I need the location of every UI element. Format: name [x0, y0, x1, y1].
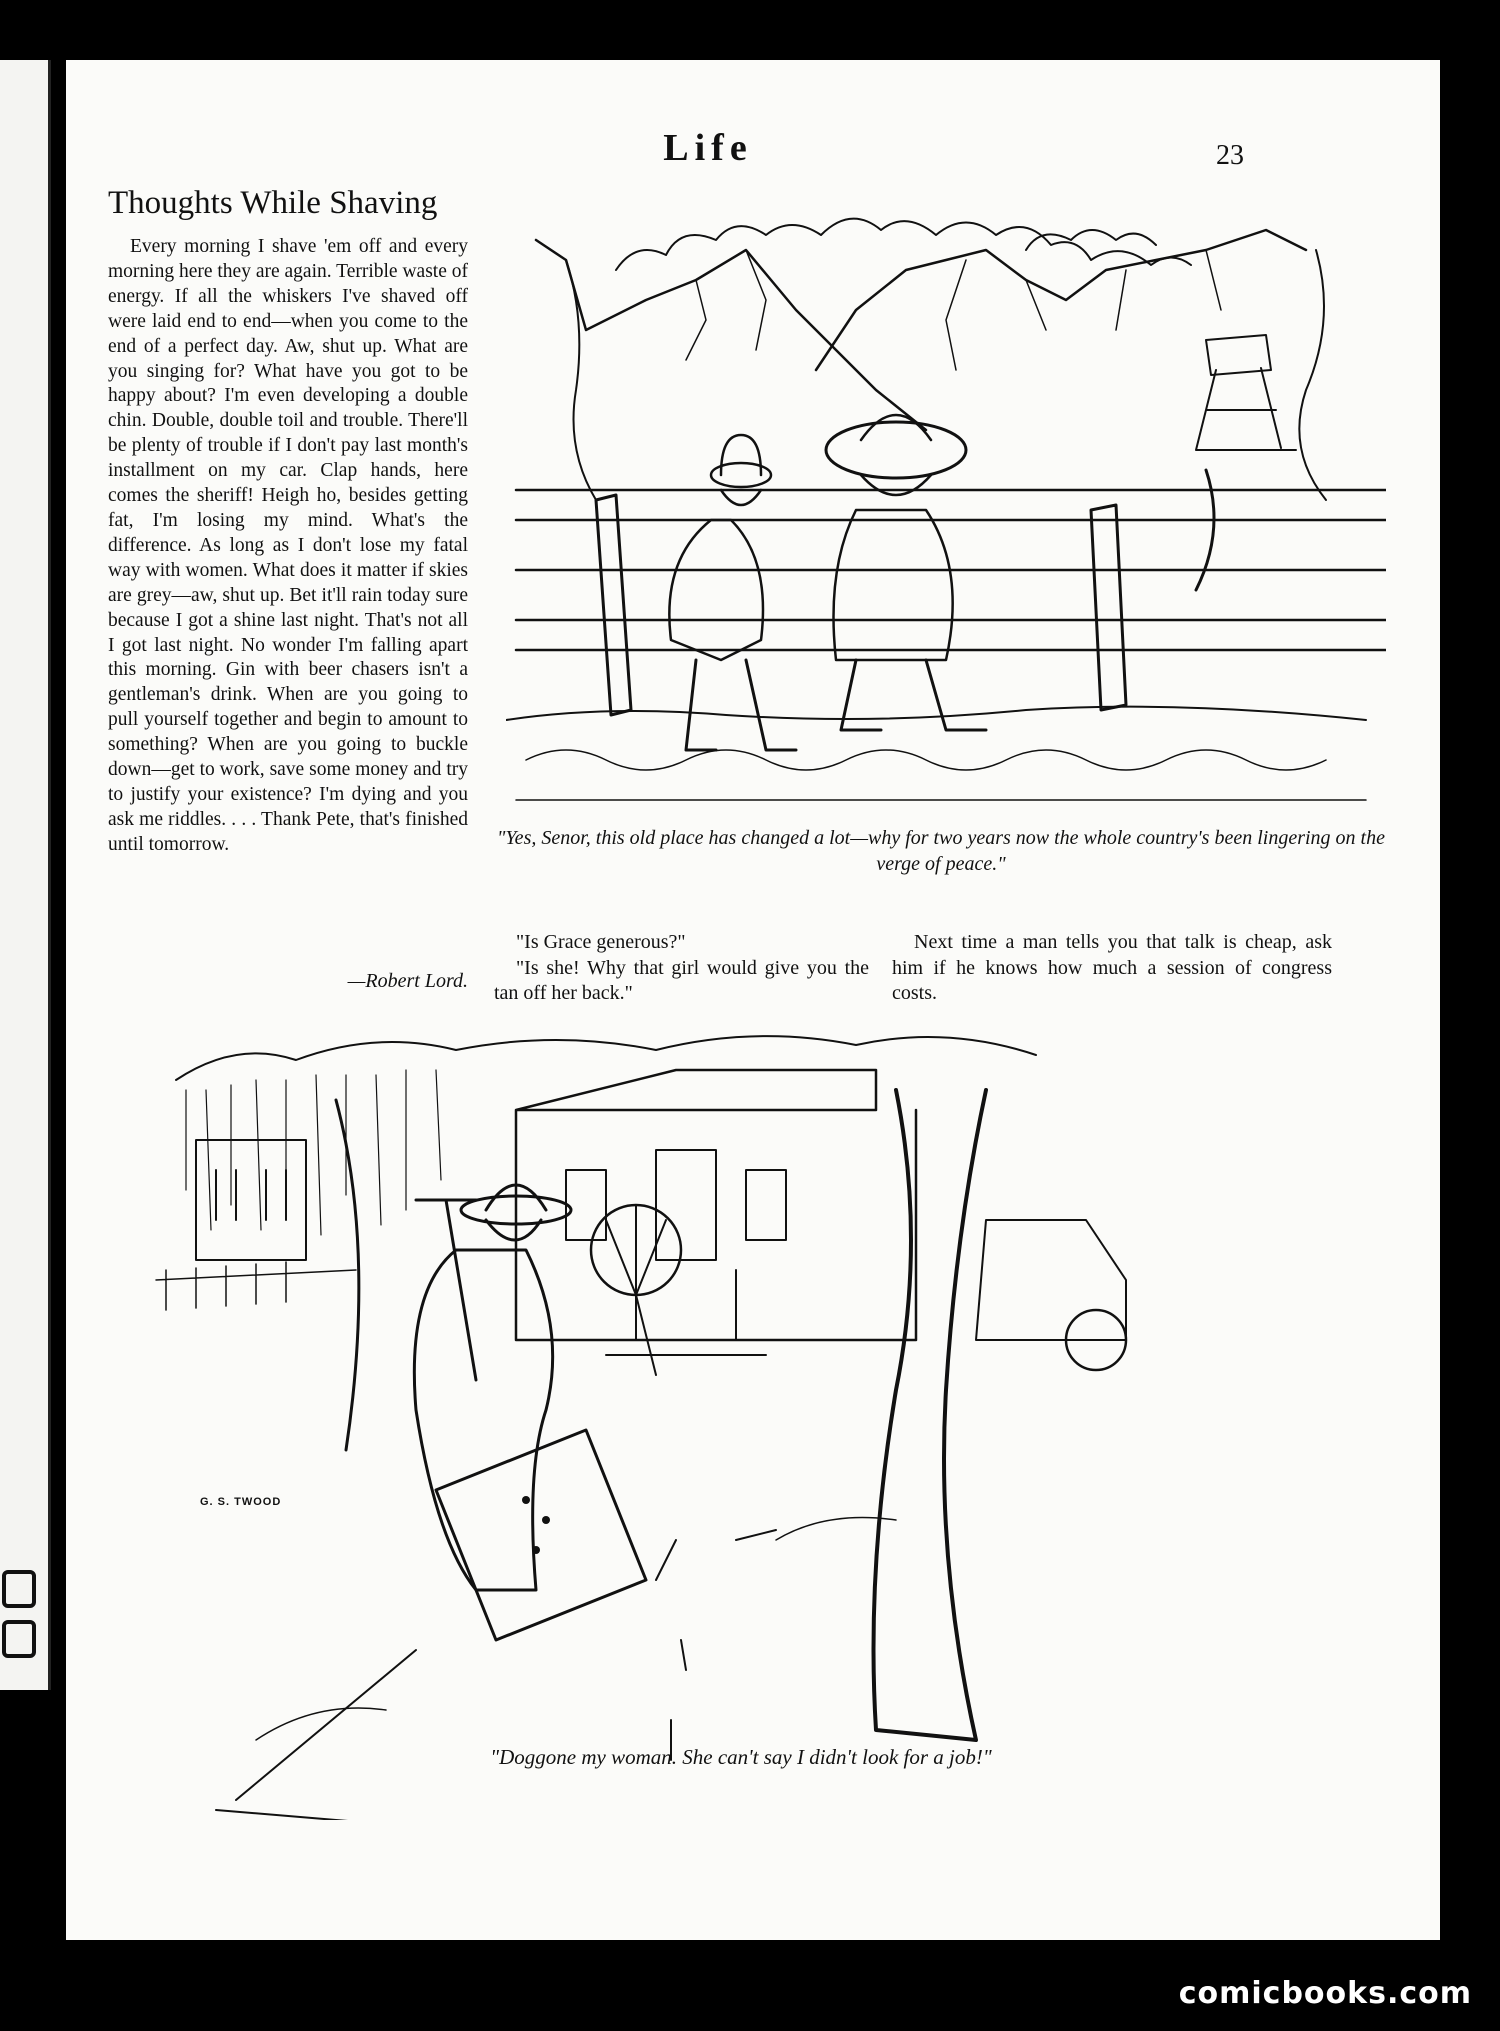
- grace-joke-line1: "Is Grace generous?": [516, 931, 686, 953]
- site-watermark: comicbooks.com: [1178, 1976, 1472, 2011]
- article-byline: —Robert Lord.: [347, 970, 468, 992]
- magazine-page: [66, 60, 1440, 1940]
- top-cartoon-caption: "Yes, Senor, this old place has changed a lot—why for two years now the whole country's been lingering on the verge of peace.": [497, 827, 1385, 875]
- grace-joke-line2: "Is she! Why that girl would give you the tan off her back.": [494, 956, 869, 1004]
- magazine-masthead: Life: [663, 127, 753, 169]
- edge-ornament: [2, 1620, 36, 1658]
- ranch-cartoon-illustration: [506, 190, 1386, 880]
- article-title: Thoughts While Shaving: [108, 185, 438, 221]
- snow-shovel-cartoon-illustration: [136, 1020, 1336, 1820]
- previous-page-edge: [0, 60, 51, 1690]
- page-number: 23: [1216, 140, 1244, 171]
- edge-ornament: [2, 1570, 36, 1608]
- article-body: Every morning I shave 'em off and every morning here they are again. Terrible waste of energy. If all the whiskers I've shaved off were laid end to end—when you come to the end of a perfect day. Aw, shut up. What are you singing for? What have you got to be happy about? I'm even developing a double chin. Double, double toil and trouble. There'll be plenty of trouble if I don't pay last month's installment on my car. Clap hands, here comes the sheriff! Heigh ho, besides getting fat, I'm losing my mind. What's the difference. As long as I don't lose my fatal way with women. What does it matter if skies are grey—aw, shut up. Bet it'll rain today sure because I got a shine last night. That's not all I got last night. No wonder I'm falling apart this morning. Gin with beer chasers isn't a gentleman's drink. When are you going to pull yourself together and begin to amount to something? When are you going to buckle down—get to work, save some money and try to justify your existence? I'm dying and you ask me riddles. . . . Thank Pete, that's finished until tomorrow.: [108, 236, 468, 855]
- congress-joke: Next time a man tells you that talk is cheap, ask him if he knows how much a session of congress costs.: [892, 931, 1332, 1004]
- grace-joke: [494, 930, 869, 1007]
- artist-signature: G. S. TWOOD: [200, 1496, 282, 1508]
- bottom-cartoon-caption: "Doggone my woman. She can't say I didn't look for a job!": [490, 1745, 992, 1769]
